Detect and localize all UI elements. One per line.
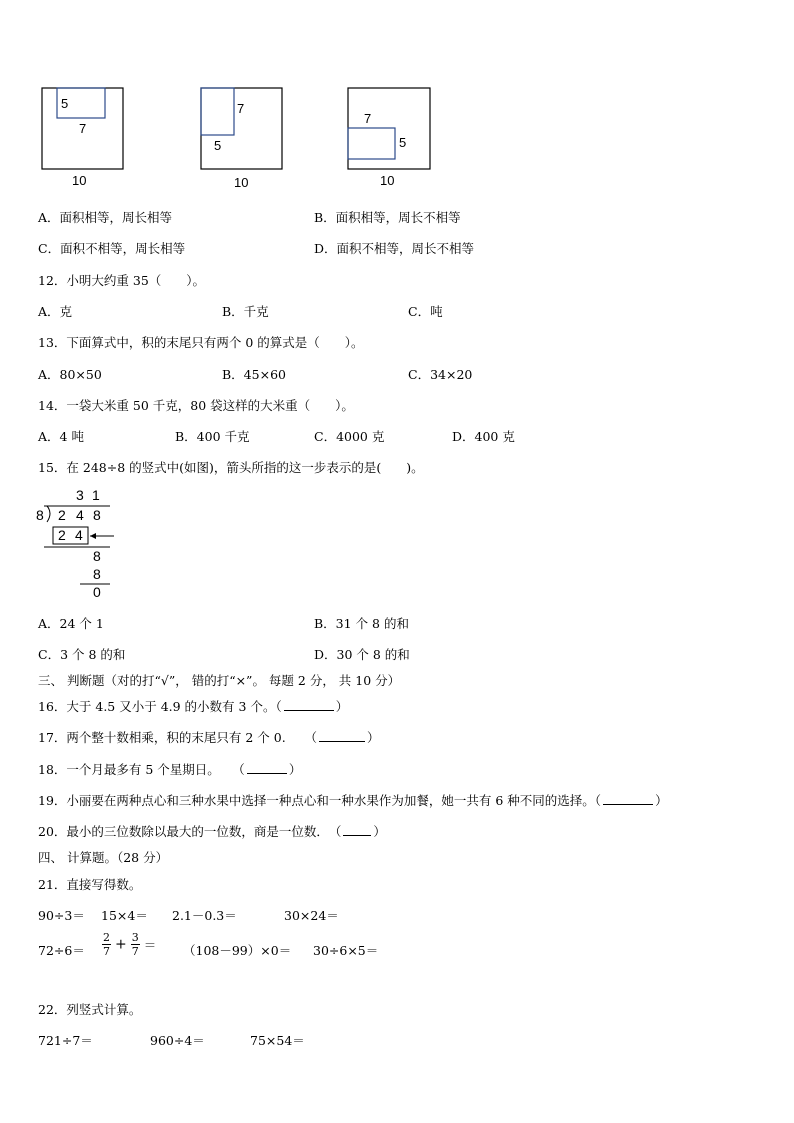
q17-text: 17．两个整十数相乘，积的末尾只有 2 个 0. （ [38,730,317,745]
q11-option-b[interactable]: B．面积相等，周长不相等 [314,210,461,225]
fig3-height-label: 5 [399,135,407,150]
q21-item-8: 30÷6×5＝ [313,943,379,958]
q13-option-b[interactable]: B．45×60 [222,367,286,382]
q14-option-d[interactable]: D．400 克 [452,429,515,444]
q11-option-a[interactable]: A．面积相等，周长相等 [38,210,173,225]
q17 [38,728,379,746]
plus-sign: + [114,936,127,953]
q15-option-a[interactable]: A．24 个 1 [38,616,104,631]
q16 [38,697,348,715]
q15-option-b[interactable]: B．31 个 8 的和 [314,616,409,631]
q11-option-d[interactable]: D．面积不相等，周长不相等 [314,241,475,256]
section3-title: 三、 判断题（对的打“√”， 错的打“×”。 每题 2 分， 共 10 分） [38,673,401,688]
q15-option-c[interactable]: C．3 个 8 的和 [38,647,126,662]
q21-item-5: 72÷6＝ [38,943,85,958]
figure-2 [201,88,282,190]
q12-option-b[interactable]: B．千克 [222,304,269,319]
step1-digit-1: 2 [58,527,66,543]
fraction-3-7: $\frac{3}{7}$ [131,931,139,958]
fig3-outer-label: 10 [380,173,395,188]
q14-option-a[interactable]: A．4 吨 [38,429,84,444]
fig2-width-label: 7 [237,101,245,116]
fig1-inner-label: 5 [61,96,69,111]
q14-option-c[interactable]: C．4000 克 [314,429,385,444]
q15-long-division [0,480,160,605]
q17-answer-blank[interactable] [319,741,365,742]
step1-digit-2: 4 [75,527,83,543]
fig1-outer-label: 10 [72,173,87,188]
q18-answer-blank[interactable] [247,773,287,774]
q22-item-2: 960÷4＝ [150,1033,205,1048]
q18-text: 18．一个月最多有 5 个星期日。 （ [38,762,245,777]
q22-stem: 22．列竖式计算。 [38,1002,142,1017]
q14-stem: 14．一袋大米重 50 千克，80 袋这样的大米重（ ）。 [38,398,354,413]
q18-end: ） [288,762,302,777]
q11-figures [0,0,794,200]
q22-item-1: 721÷7＝ [38,1033,93,1048]
section4-title: 四、 计算题。（28 分） [38,850,169,865]
q21-item-1: 90÷3＝ [38,908,85,923]
q19-answer-blank[interactable] [603,804,653,805]
step3-digit: 8 [93,566,101,582]
equals-sign: ＝ [143,937,157,953]
q12-option-c[interactable]: C．吨 [408,304,443,319]
divisor: 8 [36,507,44,523]
q16-end: ） [335,699,349,714]
q15-stem: 15．在 248÷8 的竖式中(如图)，箭头所指的这一步表示的是( )。 [38,460,424,475]
q22-item-3: 75×54＝ [250,1033,305,1048]
q21-stem: 21．直接写得数。 [38,877,142,892]
q16-text: 16．大于 4.5 又小于 4.9 的小数有 3 个。（ [38,699,282,714]
arrow-head-icon [90,533,96,539]
q20-answer-blank[interactable] [343,835,371,836]
q20-text: 20．最小的三位数除以最大的一位数，商是一位数． （ [38,824,342,839]
q19-text: 19．小丽要在两种点心和三种水果中选择一种点心和一种水果作为加餐，她一共有 6 种不同的选择。（ [38,793,602,808]
q21-item-4: 30×24＝ [284,908,339,923]
q21-item-7: （108－99）×0＝ [183,943,292,958]
dividend-digit-2: 4 [76,507,84,523]
fraction-2-7: $\frac{2}{7}$ [103,931,110,958]
q13-stem: 13．下面算式中，积的末尾只有两个 0 的算式是（ ）。 [38,335,364,350]
q21-item-3: 2.1－0.3＝ [172,908,237,923]
dividend-digit-1: 2 [58,507,66,523]
q21-item-2: 15×4＝ [101,908,148,923]
q12-option-a[interactable]: A．克 [38,304,73,319]
q14-option-b[interactable]: B．400 千克 [175,429,250,444]
q20-end: ） [373,824,386,839]
fig2-outer-label: 10 [234,175,249,190]
q11-option-c[interactable]: C．面积不相等，周长相等 [38,241,186,256]
remainder-digit: 0 [93,584,101,600]
q19-end: ） [655,793,668,808]
q21-fraction-expression [102,931,156,958]
fig2-height-label: 5 [214,138,222,153]
figure-3 [348,88,430,188]
quotient-digit-1: 3 [76,487,84,503]
q16-answer-blank[interactable] [284,710,334,711]
q20 [38,822,386,840]
dividend-digit-3: 8 [93,507,101,523]
fig3-width-label: 7 [364,111,372,126]
figure-1 [42,88,123,188]
q12-stem: 12．小明大约重 35（ ）。 [38,273,206,288]
q13-option-a[interactable]: A．80×50 [38,367,102,382]
q18 [38,760,301,778]
q19 [38,791,668,809]
fig1-width-label: 7 [79,121,87,136]
q17-end: ） [366,730,380,745]
q15-option-d[interactable]: D．30 个 8 的和 [314,647,410,662]
step2-digit: 8 [93,548,101,564]
q13-option-c[interactable]: C．34×20 [408,367,473,382]
quotient-digit-2: 1 [92,487,100,503]
